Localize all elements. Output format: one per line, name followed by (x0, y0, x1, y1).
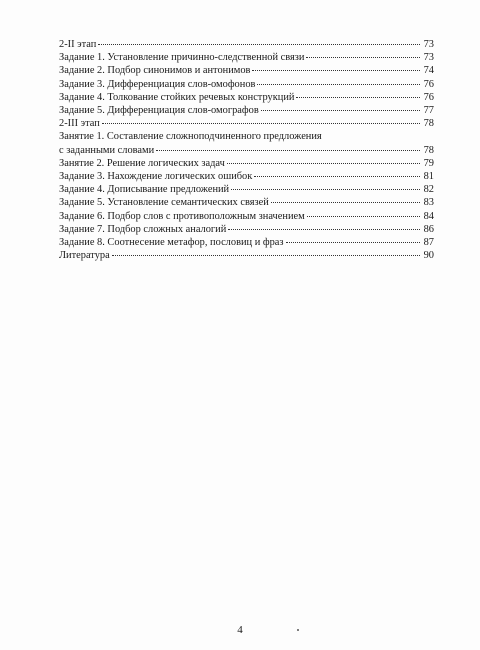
toc-entry-page: 74 (423, 65, 434, 77)
toc-entry-stage-2-iii (59, 117, 434, 130)
dot-leader (254, 176, 420, 177)
toc-entry (59, 91, 434, 104)
toc-entry-title-continued: с заданными словами (59, 144, 155, 156)
dot-leader (102, 123, 420, 124)
dot-leader (231, 189, 420, 190)
toc-entry-literature (59, 249, 434, 262)
toc-entry-page: 77 (423, 105, 434, 117)
toc-entry (59, 170, 434, 183)
toc-entry (59, 51, 434, 64)
toc-entry-page: 82 (423, 184, 434, 196)
toc-entry-page: 78 (423, 144, 434, 156)
toc-entry (59, 157, 434, 170)
toc-entry (59, 64, 434, 77)
scan-speck (297, 629, 299, 631)
dot-leader (296, 97, 420, 98)
toc-entry-page: 79 (423, 157, 434, 169)
toc-entry-title: 2-III этап (59, 118, 100, 130)
dot-leader (257, 84, 420, 85)
toc-entry-title: Задание 8. Соотнесение метафор, пословиц и фраз (59, 237, 284, 249)
toc-entry-title: Занятие 2. Решение логических задач (59, 157, 225, 169)
toc-entry-title: Задание 6. Подбор слов с противоположным значением (59, 210, 305, 222)
dot-leader (227, 163, 420, 164)
dot-leader (261, 110, 420, 111)
toc-entry-title: Задание 2. Подбор синонимов и антонимов (59, 65, 251, 77)
toc-entry-page: 73 (423, 39, 434, 50)
dot-leader (286, 242, 421, 243)
table-of-contents (59, 38, 434, 262)
toc-entry-title: Задание 7. Подбор сложных аналогий (59, 223, 227, 235)
toc-entry-title: Занятие 1. Составление сложноподчиненного предложения (59, 131, 322, 143)
toc-entry-title: Задание 5. Установление семантических связей (59, 197, 269, 209)
toc-entry (59, 196, 434, 209)
toc-entry-title: Задание 3. Нахождение логических ошибок (59, 171, 253, 183)
toc-entry (59, 210, 434, 223)
toc-entry (59, 104, 434, 117)
dot-leader (271, 202, 420, 203)
toc-entry-page: 73 (423, 52, 434, 64)
toc-entry-page: 84 (423, 210, 434, 222)
dot-leader (252, 70, 420, 71)
toc-entry-page: 81 (423, 171, 434, 183)
dot-leader (112, 255, 420, 256)
toc-entry-page: 76 (423, 78, 434, 90)
toc-entry-title: Задание 4. Дописывание предложений (59, 184, 230, 196)
toc-entry-page: 86 (423, 223, 434, 235)
toc-entry-page: 83 (423, 197, 434, 209)
toc-entry-title: 2-II этап (59, 39, 97, 50)
dot-leader (307, 216, 420, 217)
dot-leader (156, 150, 420, 151)
toc-entry-page: 76 (423, 91, 434, 103)
dot-leader (98, 44, 420, 45)
toc-entry-title: Задание 1. Установление причинно-следственной связи (59, 52, 305, 64)
toc-entry-title: Задание 3. Дифференциация слов-омофонов (59, 78, 256, 90)
toc-entry (59, 78, 434, 91)
dot-leader (306, 57, 420, 58)
toc-entry (59, 236, 434, 249)
toc-entry-line1 (59, 130, 434, 143)
toc-entry-title: Литература (59, 250, 110, 262)
page-number: 4 (237, 624, 243, 636)
dot-leader (228, 229, 420, 230)
toc-entry (59, 183, 434, 196)
toc-entry-page: 87 (423, 237, 434, 249)
toc-entry-line2 (59, 144, 434, 157)
toc-entry-page: 78 (423, 118, 434, 130)
toc-entry-page: 90 (423, 250, 434, 262)
toc-entry-stage-2-ii (59, 38, 434, 51)
toc-entry-title: Задание 4. Толкование стойких речевых конструкций (59, 91, 295, 103)
toc-entry-title: Задание 5. Дифференциация слов-омографов (59, 105, 259, 117)
toc-entry (59, 223, 434, 236)
